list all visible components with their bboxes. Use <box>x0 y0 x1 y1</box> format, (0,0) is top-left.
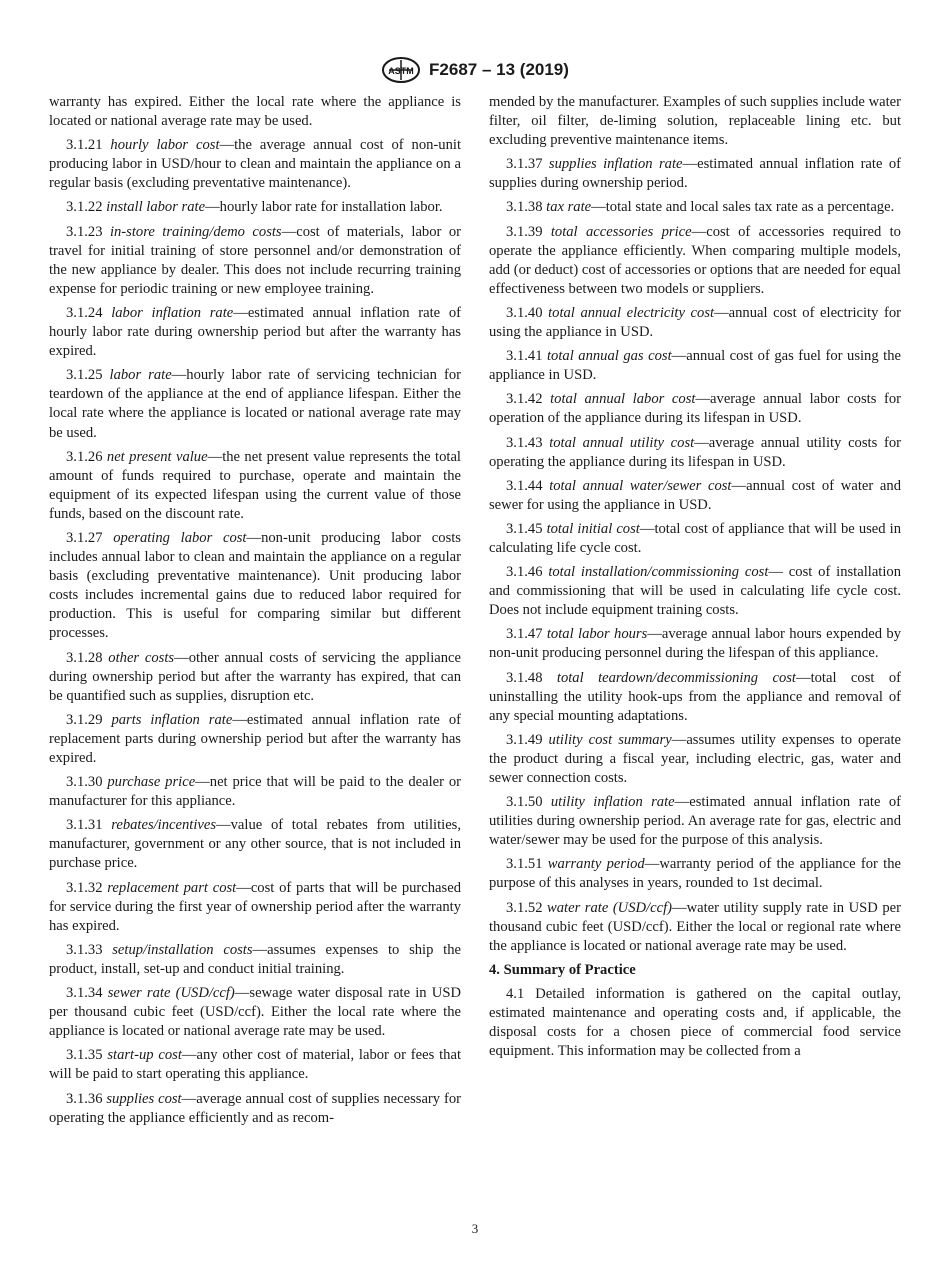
definition-entry <box>489 198 901 217</box>
definition-text: —other annual costs of servicing the appliance during ownership period but after the warranty has expired, that can be quantified such as supplies, disruption etc. <box>49 649 461 704</box>
definition-term: total installation/commissioning cost <box>548 564 769 581</box>
definition-term: operating labor cost <box>113 529 247 546</box>
definition-number: 3.1.40 <box>506 304 543 321</box>
definition-entry <box>489 390 901 428</box>
definition-text: —any other cost of material, labor or fees that will be paid to start operating this appliance. <box>49 1047 462 1083</box>
definition-entry <box>49 711 461 768</box>
definition-term: water rate (USD/ccf) <box>547 899 672 916</box>
definition-number: 3.1.25 <box>66 367 103 384</box>
definition-text: —estimated annual inflation rate of replacement parts during ownership period but after the warranty has expired. <box>49 711 461 766</box>
definition-term: purchase price <box>107 774 196 791</box>
definition-term: utility cost summary <box>548 731 672 748</box>
definition-entry <box>489 793 901 850</box>
definition-text: —average annual utility costs for operating the appliance during its lifespan in USD. <box>489 434 901 470</box>
definition-number: 3.1.47 <box>506 626 543 643</box>
definition-number: 3.1.48 <box>506 669 543 686</box>
definition-entry <box>489 223 901 299</box>
left-column <box>49 93 461 1133</box>
definition-entry <box>489 520 901 558</box>
definition-term: total annual water/sewer cost <box>549 477 732 494</box>
definition-entry <box>49 223 461 299</box>
definition-entry <box>49 198 461 217</box>
definition-term: start-up cost <box>107 1047 182 1064</box>
definition-term: supplies cost <box>106 1090 182 1107</box>
definition-text: —hourly labor rate for installation labor. <box>205 199 443 216</box>
definition-entry <box>49 649 461 706</box>
right-definition-list <box>489 155 901 956</box>
definition-text: —total cost of appliance that will be used in calculating life cycle cost. <box>489 520 901 556</box>
definition-text: —average annual cost of supplies necessary for operating the appliance efficiently and as recom- <box>49 1090 461 1126</box>
definition-entry <box>489 155 901 193</box>
definition-term: net present value <box>106 448 208 465</box>
definition-number: 3.1.38 <box>506 199 543 216</box>
definition-text: —hourly labor rate of servicing technician for teardown of the appliance at the end of appliance lifespan. Either the local rate where the appliance is located or national average rate may be used. <box>49 367 461 441</box>
definition-term: total teardown/decommissioning cost <box>556 669 796 686</box>
definition-entry <box>489 731 901 788</box>
definition-text: —annual cost of electricity for using the appliance in USD. <box>489 304 901 341</box>
page-header <box>0 56 950 84</box>
definition-entry <box>49 984 461 1041</box>
definition-text: —total state and local sales tax rate as a percentage. <box>591 199 895 216</box>
definition-entry <box>489 347 901 385</box>
definition-text: —water utility supply rate in USD per thousand cubic feet (USD/ccf). Either the local or regional rate where the appliance is located or national average rate may be used. <box>489 899 901 954</box>
definition-term: hourly labor cost <box>110 137 220 154</box>
definition-number: 3.1.46 <box>506 564 543 581</box>
definition-entry <box>49 1090 461 1128</box>
definition-text: —value of total rebates from utilities, manufacturer, government or any other source, that is not included in purchase price. <box>49 817 461 872</box>
definition-number: 3.1.35 <box>66 1047 103 1064</box>
definition-number: 3.1.24 <box>66 304 103 321</box>
definition-number: 3.1.37 <box>506 156 543 173</box>
definition-term: other costs <box>108 649 175 666</box>
definition-term: total labor hours <box>546 626 648 643</box>
definition-entry <box>489 304 901 342</box>
definition-text: —sewage water disposal rate in USD per thousand cubic feet (USD/ccf). Either the local rate where the appliance is located or national average rate may be used. <box>49 985 461 1040</box>
definition-number: 3.1.50 <box>506 794 543 811</box>
definition-number: 3.1.27 <box>66 529 103 546</box>
definition-entry <box>489 855 901 893</box>
definition-entry <box>489 669 901 726</box>
definition-text: —warranty period of the appliance for the purpose of this analyses in years, rounded to 1st decimal. <box>489 856 902 892</box>
definition-entry <box>49 879 461 936</box>
definition-number: 3.1.32 <box>66 879 103 896</box>
definition-entry <box>49 136 461 193</box>
right-column <box>489 93 901 1066</box>
definition-term: warranty period <box>547 856 645 873</box>
svg-text:ASTM: ASTM <box>388 66 414 76</box>
definition-text: —estimated annual inflation rate of hourly labor rate during ownership period but after the warranty has expired. <box>49 304 461 360</box>
definition-term: sewer rate (USD/ccf) <box>107 985 235 1002</box>
page-number: 3 <box>471 1221 479 1236</box>
definition-term: total accessories price <box>550 223 692 240</box>
definition-term: total annual gas cost <box>547 348 672 365</box>
definition-number: 3.1.41 <box>506 348 543 365</box>
left-definition-list <box>49 136 461 1128</box>
definition-number: 3.1.31 <box>66 817 103 834</box>
definition-text: —annual cost of gas fuel for using the appliance in USD. <box>489 348 901 384</box>
definition-text: —average annual labor hours expended by non-unit producing personnel during the lifespan of this appliance. <box>489 626 901 662</box>
definition-entry <box>489 477 901 515</box>
astm-logo-icon <box>381 56 421 84</box>
right-lead-in: mended by the manufacturer. Examples of such supplies include water filter, oil filter, de-liming solution, replaceable lining etc. but excluding preventive maintenance items. <box>489 94 901 149</box>
definition-entry <box>49 529 461 644</box>
definition-text: —assumes utility expenses to operate the product during a fiscal year, including electric, gas, water and sewer connection costs. <box>489 731 901 786</box>
definition-entry <box>49 816 461 873</box>
definition-number: 3.1.44 <box>506 477 543 494</box>
left-lead-in: warranty has expired. Either the local rate where the appliance is located or national average rate may be used. <box>49 94 461 130</box>
definition-number: 3.1.45 <box>506 520 543 537</box>
definition-number: 3.1.22 <box>66 199 103 216</box>
definition-number: 3.1.21 <box>66 137 103 154</box>
definition-number: 3.1.36 <box>66 1090 103 1107</box>
definition-term: tax rate <box>546 199 592 216</box>
definition-entry <box>49 941 461 979</box>
definition-term: total annual electricity cost <box>548 304 715 321</box>
definition-entry <box>49 304 461 361</box>
definition-number: 3.1.28 <box>66 649 103 666</box>
definition-number: 3.1.30 <box>66 774 103 791</box>
definition-entry <box>49 773 461 811</box>
definition-term: supplies inflation rate <box>548 156 683 173</box>
definition-text: —estimated annual inflation rate of supplies during ownership period. <box>489 156 901 192</box>
definition-number: 3.1.34 <box>66 985 103 1002</box>
definition-term: install labor rate <box>106 199 206 216</box>
definition-term: in-store training/demo costs <box>109 223 282 240</box>
definition-entry <box>489 899 901 956</box>
definition-entry <box>49 448 461 524</box>
definition-term: parts inflation rate <box>111 711 233 728</box>
definition-text: —cost of materials, labor or travel for initial training of store personnel and/or demonstration of the new appliance by dealer. This does not include recurring training expense for periodic training or new employee training. <box>49 223 461 297</box>
definition-text: —total cost of uninstalling the utility hook-ups from the appliance and removal of any special mounting adaptations. <box>489 669 902 724</box>
definition-number: 3.1.33 <box>66 941 103 958</box>
definition-text: —the net present value represents the total amount of funds required to purchase, operate and maintain the equipment of its expected lifespan using the current value of those funds, based on the discount rate. <box>49 448 461 522</box>
definition-term: total annual labor cost <box>550 391 696 408</box>
definition-term: utility inflation rate <box>550 794 675 811</box>
definition-number: 3.1.49 <box>506 731 543 748</box>
definition-text: —assumes expenses to ship the product, install, set-up and conduct initial training. <box>49 941 461 977</box>
definition-text: — cost of installation and commissioning that will be used in calculating life cycle cost. Does not include equipment training costs. <box>489 564 901 619</box>
definition-term: setup/installation costs <box>112 941 253 958</box>
definition-text: —net price that will be paid to the dealer or manufacturer for this appliance. <box>49 774 461 810</box>
definition-number: 3.1.52 <box>506 899 543 916</box>
standard-designation: F2687 – 13 (2019) <box>429 60 569 79</box>
definition-number: 3.1.26 <box>66 448 103 465</box>
definition-text: —the average annual cost of non-unit producing labor in USD/hour to clean and maintain the appliance on a regular basis (excluding preventative maintenance). <box>49 137 461 192</box>
definition-text: —cost of parts that will be purchased for service during the first year of ownership period after the warranty has expired. <box>49 879 461 934</box>
definition-term: labor rate <box>109 367 172 384</box>
definition-term: total annual utility cost <box>549 434 695 451</box>
definition-entry <box>49 366 461 442</box>
definition-number: 3.1.43 <box>506 434 543 451</box>
definition-entry <box>489 563 901 620</box>
section-paragraph: 4.1 Detailed information is gathered on the capital outlay, estimated maintenance and operating costs and, if applicable, the disposal costs for a chosen piece of commercial food service equipment. This information may be collected from a <box>489 985 901 1060</box>
definition-text: —cost of accessories required to operate the appliance efficiently. When comparing multiple models, add (or deduct) cost of accessories or options that are needed for equal effectiveness between two models or suppliers. <box>489 223 901 297</box>
definition-text: —non-unit producing labor costs includes annual labor to clean and maintain the appliance on a regular basis (excluding preventative maintenance). Unit producing labor costs includes incremental gains due to reduced labor required for production. This is useful for comparing similar but different processes. <box>49 529 461 642</box>
definition-term: total initial cost <box>546 520 640 537</box>
definition-text: —annual cost of water and sewer for using the appliance in USD. <box>489 477 901 513</box>
definition-number: 3.1.29 <box>66 711 103 728</box>
definition-number: 3.1.42 <box>506 391 543 408</box>
definition-text: —average annual labor costs for operation of the appliance during its lifespan in USD. <box>489 391 902 427</box>
definition-text: —estimated annual inflation rate of utilities during ownership period. An average rate for gas, electric and water/sewer may be used for the purpose of this analysis. <box>489 794 901 849</box>
definition-number: 3.1.39 <box>506 223 543 240</box>
definition-term: rebates/incentives <box>111 817 217 834</box>
section-heading: 4. Summary of Practice <box>489 961 636 978</box>
definition-number: 3.1.23 <box>66 223 103 240</box>
definition-term: replacement part cost <box>107 879 237 896</box>
definition-entry <box>49 1046 461 1084</box>
definition-number: 3.1.51 <box>506 856 543 873</box>
definition-term: labor inflation rate <box>111 304 234 321</box>
definition-entry <box>489 434 901 472</box>
definition-entry <box>489 625 901 663</box>
